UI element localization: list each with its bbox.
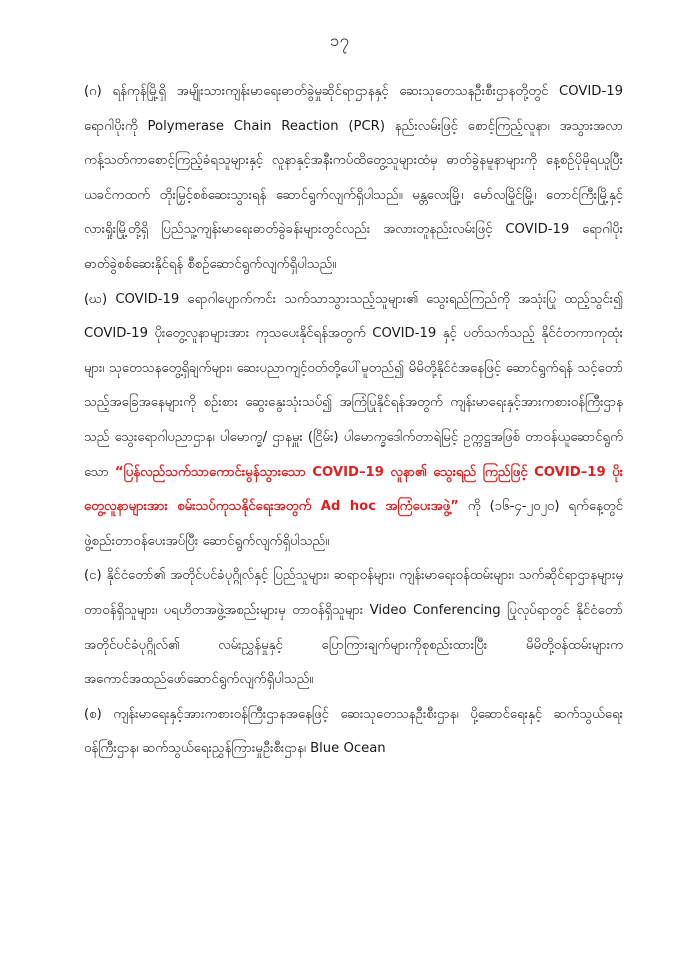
page-number: ၁၇ <box>329 31 350 51</box>
paragraph-ga: (ဂ) ရန်ကုန်မြို့ရှိ အမျိုးသားကျန်းမာရေးဓာတ်ခွဲမှုဆိုင်ရာဌာနနှင့် ဆေးသုတေသနဦးစီးဌာနတို့တွင် COVID-19 ရောဂါပိုးကို Polymerase Chain Reaction (PCR) နည်းလမ်းဖြင့် စောင့်ကြည့်လူနာ၊ အသွားအလာကန့်သတ်ကာစောင့်ကြည့်ခံရသူများနှင့် လူနာနှင့်အနီးကပ်ထိတွေ့သူများထံမှ ဓာတ်ခွဲနမူနာများကို နေ့စဉ်ပိုမိုရယူပြီး ယခင်ကထက် တိုးမြှင့်စစ်ဆေးသွားရန် ဆောင်ရွက်လျက်ရှိပါသည်။ မန္တလေးမြို့၊ မော်လမြိုင်မြို့၊ တောင်ကြီးမြို့နှင့် လားရှိုးမြို့တို့ရှိ ပြည်သူ့ကျန်းမာရေးဓာတ်ခွဲခန်းများတွင်လည်း အလားတူနည်းလမ်းဖြင့် COVID-19 ရောဂါပိုး ဓာတ်ခွဲစစ်ဆေးနိုင်ရန် စီစဉ်ဆောင်ရွက်လျက်ရှိပါသည်။ <box>84 84 623 272</box>
committee-name-highlight: “ပြန်လည်သက်သာကောင်းမွန်သွားသော COVID–19 လူနာ၏ သွေးရည် ကြည်ဖြင့် COVID–19 ပိုးတွေ့လူနာများအား စမ်းသပ်ကုသနိုင်ရေးအတွက် Ad hoc အကြံပေးအဖွဲ့” <box>84 464 623 515</box>
paragraph-gha <box>84 283 623 560</box>
paragraph-gha-end: ကို (၁၆-၄-၂၀၂၀) ရက်နေ့တွင် ဖွဲ့စည်းတာဝန်ပေးအပ်ပြီး ဆောင်ရွက်လျက်ရှိပါသည်။ <box>84 499 624 549</box>
paragraph-nga: (င) နိုင်ငံတော်၏ အတိုင်ပင်ခံပုဂ္ဂိုလ်နှင့် ပြည်သူများ၊ ဆရာဝန်များ၊ ကျန်းမာရေးဝန်ထမ်းများ၊ သက်ဆိုင်ရာဌာနများမှ တာဝန်ရှိသူများ၊ ပရဟိတအဖွဲ့အစည်းများမှ တာဝန်ရှိသူများ Video Conferencing ပြုလုပ်ရာတွင် နိုင်ငံတော်အတိုင်ပင်ခံပုဂ္ဂိုလ်၏ လမ်းညွှန်မှုနှင့် ပြောကြားချက်များကိုစုစည်းထားပြီး မိမိတို့ဝန်ထမ်းများက အကောင်အထည်ဖော်ဆောင်ရွက်လျက်ရှိပါသည်။ <box>84 568 623 688</box>
paragraph-gha-intro: (ဃ) COVID-19 ရောဂါပျောက်ကင်း သက်သာသွားသည့်သူများ၏ သွေးရည်ကြည်ကို အသုံးပြု ထည့်သွင်း၍ COVID-19 ပိုးတွေ့လူနာများအား ကုသပေးနိုင်ရန်အတွက် COVID-19 နှင့် ပတ်သက်သည့် နိုင်ငံတကာကုထုံးများ၊ သုတေသနတွေ့ရှိချက်များ၊ ဆေးပညာကျင့်ဝတ်တို့ပေါ်မူတည်၍ မိမိတို့နိုင်ငံအနေဖြင့် ဆောင်ရွက်ရန် သင့်တော်သည့်အခြေအနေများကို စဉ်းစား ဆွေးနွေးသုံးသပ်၍ အကြံပြုနိုင်ရန်အတွက် ကျန်းမာရေးနှင့်အားကစားဝန်ကြီးဌာနသည် သွေးရောဂါပညာဌာန၊ ပါမောက္ခ/ ဌာနမှူး (ငြိမ်း) ပါမောက္ခဒေါက်တာရဲမြင့် ဥက္ကဋ္ဌအဖြစ် တာဝန်ယူဆောင်ရွက်သော <box>84 291 623 480</box>
paragraph-sa: (စ) ကျန်းမာရေးနှင့်အားကစားဝန်ကြီးဌာနအနေဖြင့် ဆေးသုတေသနဦးစီးဌာန၊ ပို့ဆောင်ရေးနှင့် ဆက်သွယ်ရေးဝန်ကြီးဌာန၊ ဆက်သွယ်ရေးညွှန်ကြားမှုဦးစီးဌာန၊ Blue Ocean <box>84 706 623 757</box>
